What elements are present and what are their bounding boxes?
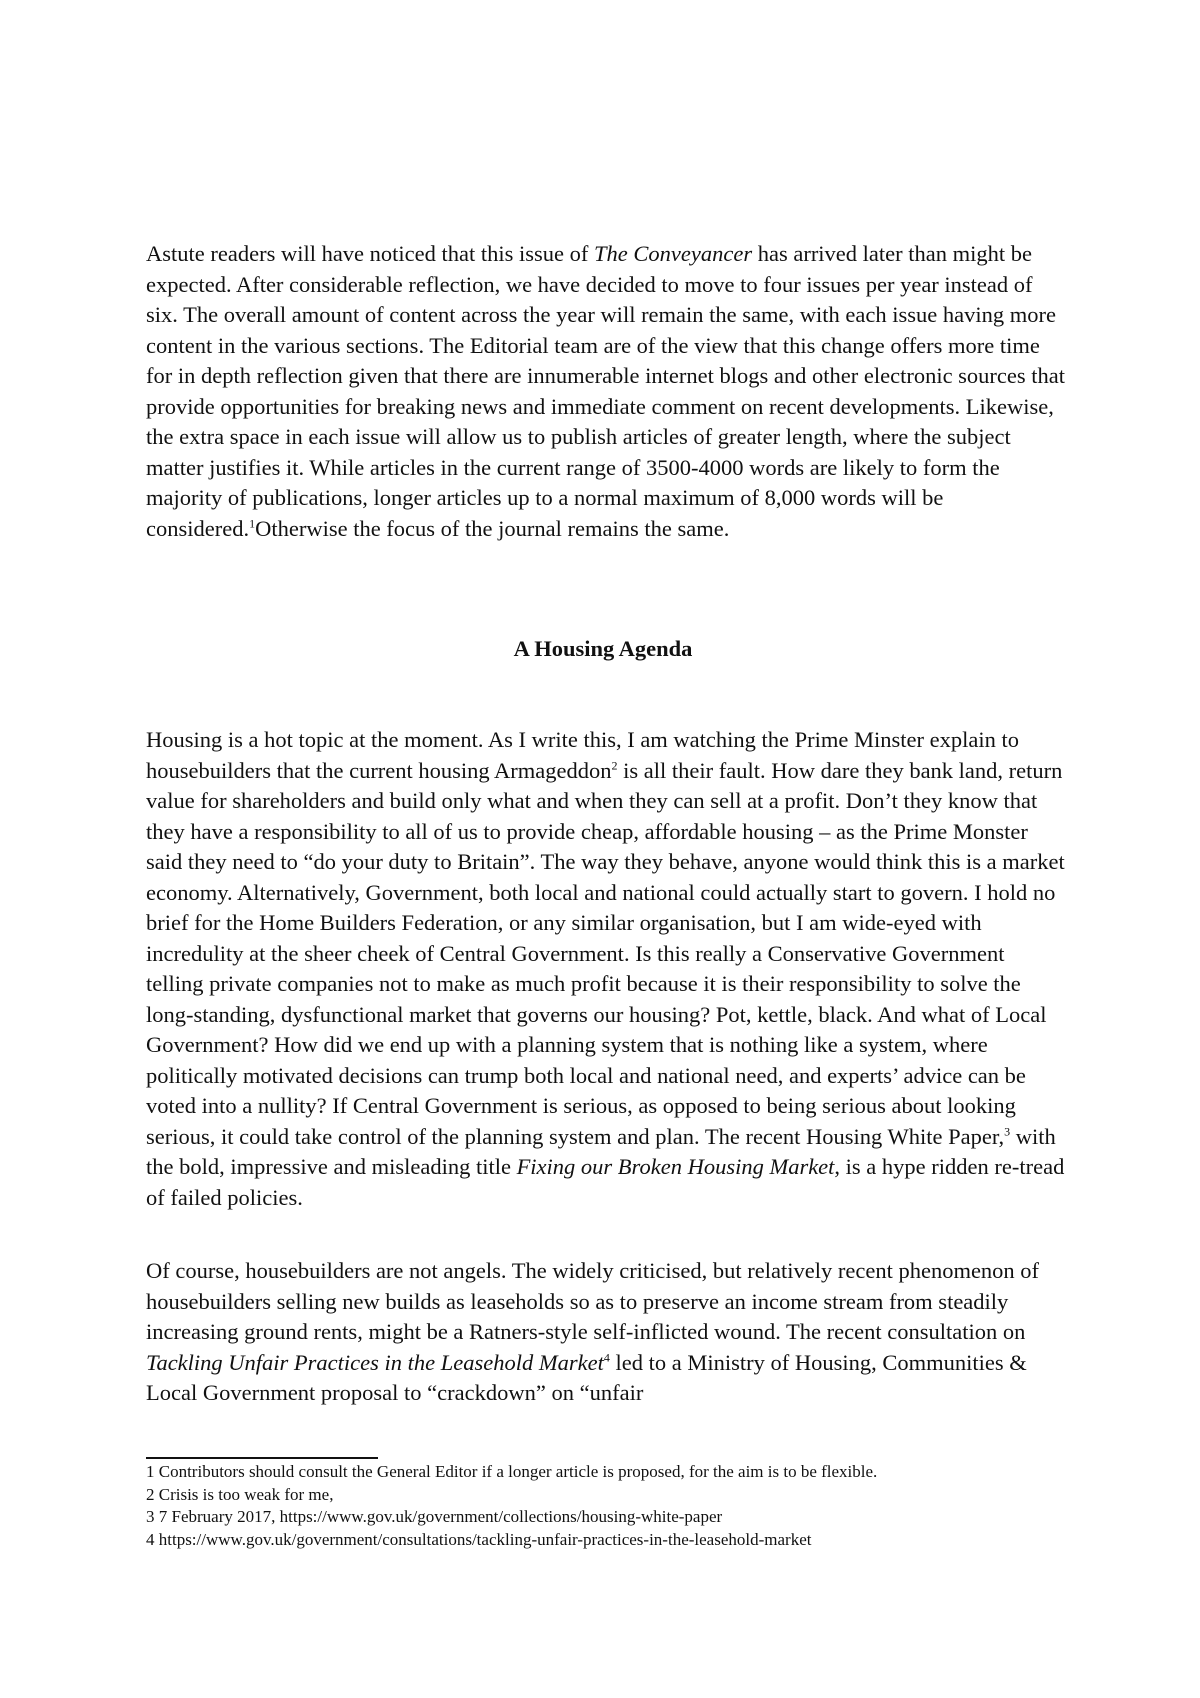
editorial-intro-paragraph — [146, 239, 1066, 544]
footnote-divider — [146, 1457, 378, 1459]
leasehold-text-2: led to a Ministry of Housing, Communities & Local Government proposal to “crackdown” on “unfair — [146, 1349, 1027, 1405]
footnote-3: 3 7 February 2017, https://www.gov.uk/government/collections/housing-white-paper — [146, 1507, 723, 1526]
footnote-4: 4 https://www.gov.uk/government/consultations/tackling-unfair-practices-in-the-leasehold-market — [146, 1529, 812, 1549]
intro-text-3: Otherwise the focus of the journal remains the same. — [255, 515, 730, 541]
leasehold-paragraph — [146, 1256, 1066, 1409]
footnote-ref-3[interactable]: 3 — [1004, 1124, 1011, 1138]
consultation-title: Tackling Unfair Practices in the Leasehold Market — [146, 1349, 604, 1375]
footnote-ref-1[interactable]: 1 — [249, 516, 256, 530]
housing-paragraph — [146, 725, 1066, 1213]
footnote-ref-2[interactable]: 2 — [611, 758, 618, 772]
white-paper-title: Fixing our Broken Housing Market — [516, 1154, 835, 1179]
footnote-ref-4[interactable]: 4 — [603, 1350, 610, 1364]
section-heading: A Housing Agenda — [513, 636, 693, 661]
housing-text-2: is all their fault. How dare they bank land, return value for shareholders and build only what and when they can sell at a profit. Don’t they know that they have a responsibility to all of us to provide cheap, affordable housing – as the Prime Monster said they need to “do your duty to Britain”. The way they behave, anyone would think this is a market economy. Alternatively, Government, both local and national could actually start to govern. I hold no brief for the Home Builders Federation, or any similar organisation, but I am wide-eyed with incredulity at the sheer cheek of Central Government. Is this really a Conservative Government telling private companies not to make as much profit because it is their responsibility to solve the long-standing, dysfunctional market that governs our housing? Pot, kettle, black. And what of Local Government? How did we end up with a planning system that is nothing like a system, where politically motivated decisions can trump both local and national need, and experts’ advice can be voted into a nullity? If Central Government is serious, as opposed to being serious about looking serious, it could take control of the planning system and plan. The recent Housing White Paper, — [146, 757, 1065, 1149]
footnote-1: 1 Contributors should consult the General Editor if a longer article is proposed, for the aim is to be flexible. — [146, 1462, 878, 1481]
housing-text-4: , is a hype ridden re-tread of failed policies. — [146, 1154, 1065, 1210]
housing-text-3: with the bold, impressive and misleading title — [146, 1123, 1056, 1179]
journal-title: The Conveyancer — [594, 241, 753, 266]
footnote-2: 2 Crisis is too weak for me, — [146, 1484, 334, 1504]
intro-text-1: Astute readers will have noticed that this issue of — [146, 241, 595, 266]
leasehold-text-1: Of course, housebuilders are not angels. The widely criticised, but relatively recent phenomenon of housebuilders selling new builds as leaseholds so as to preserve an income stream from steadily increasing ground rents, might be a Ratners-style self-inflicted wound. The recent consultation on — [146, 1258, 1040, 1344]
footnotes-list — [146, 1461, 1066, 1551]
housing-text-1: Housing is a hot topic at the moment. As I write this, I am watching the Prime Minster explain to housebuilders that the current housing Armageddon — [146, 727, 1019, 783]
intro-text-2: has arrived later than might be expected. After considerable reflection, we have decided to move to four issues per year instead of six. The overall amount of content across the year will remain the same, with each issue having more content in the various sections. The Editorial team are of the view that this change offers more time for in depth reflection given that there are innumerable internet blogs and other electronic sources that provide opportunities for breaking news and immediate comment on recent developments. Likewise, the extra space in each issue will allow us to publish articles of greater length, where the subject matter justifies it. While articles in the current range of 3500-4000 words are likely to form the majority of publications, longer articles up to a normal maximum of 8,000 words will be considered. — [146, 241, 1066, 541]
